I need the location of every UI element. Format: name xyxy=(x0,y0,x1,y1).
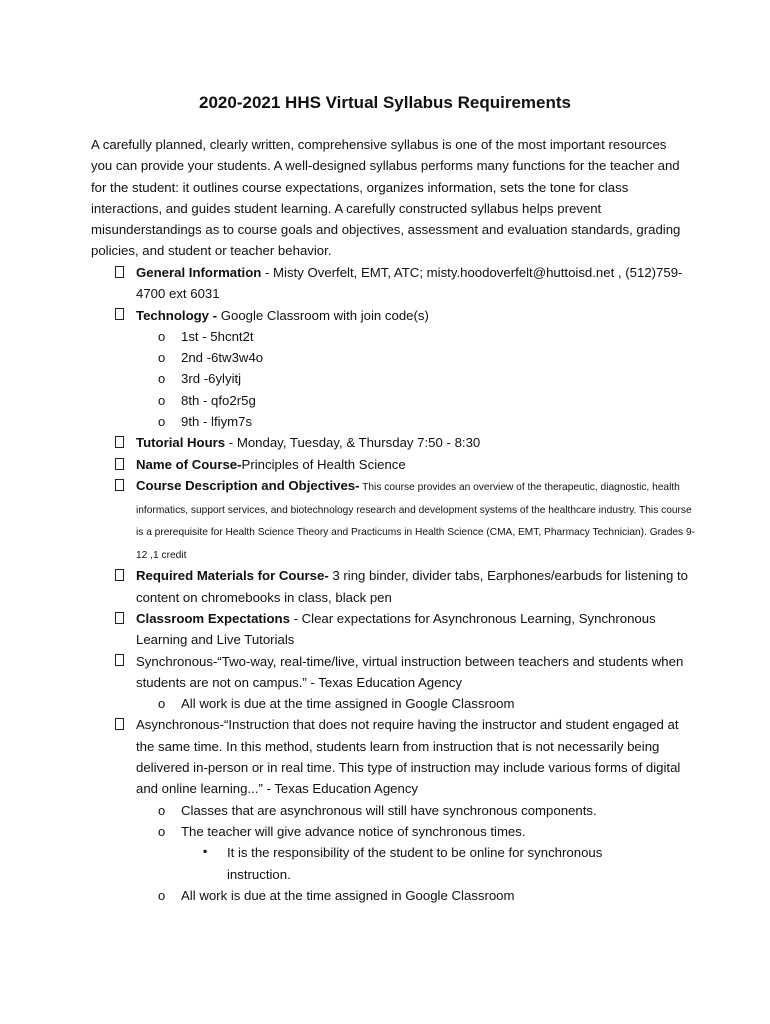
sub-item: o All work is due at the time assigned in Google Classroom xyxy=(0,693,770,714)
item-label: Tutorial Hours xyxy=(136,435,226,451)
item-text: 3 ring binder, divider tabs, Earphones/earbuds for listening to content on chromebooks in class, black pen xyxy=(136,568,688,605)
list-item-general xyxy=(0,262,770,305)
item-label: Name of Course- xyxy=(136,456,242,472)
circle-bullet-icon: o xyxy=(158,823,166,839)
item-label: General Information xyxy=(136,265,262,280)
checkbox-bullet-icon xyxy=(112,305,126,326)
checkbox-bullet-icon xyxy=(112,651,126,672)
circle-bullet-icon: o xyxy=(158,328,166,344)
list-item-asynchronous xyxy=(0,714,770,799)
item-text: Google Classroom with join code(s) xyxy=(217,307,429,323)
checkbox-bullet-icon xyxy=(112,432,126,453)
checkbox-bullet-icon xyxy=(112,608,126,629)
circle-bullet-icon: o xyxy=(158,392,166,408)
sub-item: o Classes that are asynchronous will still have synchronous components. xyxy=(0,800,770,821)
item-label: Classroom Expectations xyxy=(136,610,290,626)
list-item-technology xyxy=(0,305,770,326)
circle-bullet-icon: o xyxy=(158,802,166,818)
checkbox-bullet-icon xyxy=(112,714,126,735)
requirements-list xyxy=(0,262,770,906)
circle-bullet-icon: o xyxy=(158,350,166,366)
class-code-item: o 9th - lfiym7s xyxy=(0,411,770,432)
item-text: Principles of Health Science xyxy=(241,456,406,472)
class-code-item: o 2nd -6tw3w4o xyxy=(0,347,770,368)
circle-bullet-icon: o xyxy=(158,696,166,712)
circle-bullet-icon: o xyxy=(158,414,166,430)
class-code-item: o 3rd -6ylyitj xyxy=(0,368,770,389)
item-text: Asynchronous-“Instruction that does not require having the instructor and student engaged at the same time. In this method, students learn from instruction that is not necessarily being delivered in-person or in real time. This type of instruction may include various forms of digital and online learning...” - Texas Education Agency xyxy=(136,717,681,797)
checkbox-bullet-icon xyxy=(112,454,126,475)
list-item-expectations xyxy=(0,608,770,651)
checkbox-bullet-icon xyxy=(112,565,126,586)
class-code-item: o 1st - 5hcnt2t xyxy=(0,326,770,347)
list-item-materials xyxy=(0,565,770,608)
item-text: - Clear expectations for Asynchronous Learning, Synchronous Learning and Live Tutorials xyxy=(136,610,656,648)
list-item-synchronous xyxy=(0,651,770,694)
item-label: Technology - xyxy=(136,307,218,323)
list-item-course-name xyxy=(0,454,770,475)
circle-bullet-icon: o xyxy=(158,887,166,903)
item-text: - Monday, Tuesday, & Thursday 7:50 - 8:30 xyxy=(225,435,481,451)
item-label: Course Description and Objectives- xyxy=(136,477,360,493)
class-code-item: o 8th - qfo2r5g xyxy=(0,390,770,411)
checkbox-bullet-icon xyxy=(112,475,126,496)
sub-sub-item: ▪ It is the responsibility of the student to be online for synchronous instruction. xyxy=(0,842,770,885)
item-text: Synchronous-“Two-way, real-time/live, virtual instruction between teachers and students when students are not on campus.” - Texas Education Agency xyxy=(136,653,684,690)
sub-item: o All work is due at the time assigned in Google Classroom xyxy=(0,885,770,906)
item-text: - Misty Overfelt, EMT, ATC; misty.hoodoverfelt@huttoisd.net , (512)759-4700 ext 6031 xyxy=(136,265,683,302)
square-bullet-icon: ▪ xyxy=(203,844,208,859)
list-item-course-description xyxy=(0,475,770,565)
list-item-tutorial xyxy=(0,432,770,453)
checkbox-bullet-icon xyxy=(112,262,126,283)
page-title: 2020-2021 HHS Virtual Syllabus Requirements xyxy=(199,93,571,112)
intro-paragraph: A carefully planned, clearly written, comprehensive syllabus is one of the most important resources you can provide your students. A well-designed syllabus performs many functions for the teacher and for the student: it outlines course expectations, organizes information, sets the tone for class interactions, and guides student learning. A carefully constructed syllabus helps prevent misunderstandings as to course goals and objectives, assessment and evaluation standards, grading policies, and student or teacher behavior. xyxy=(91,137,681,259)
sub-item: o The teacher will give advance notice of synchronous times. xyxy=(0,821,770,842)
circle-bullet-icon: o xyxy=(158,371,166,387)
item-label: Required Materials for Course- xyxy=(136,568,329,584)
item-text: This course provides an overview of the therapeutic, diagnostic, health informatics, support services, and biotechnology research and development systems of the healthcare industry. This course is a prerequisite for Health Science Theory and Practicums in Health Science (CMA, EMT, Pharmacy Technician). Grades 9-12 ,1 credit xyxy=(136,481,696,561)
